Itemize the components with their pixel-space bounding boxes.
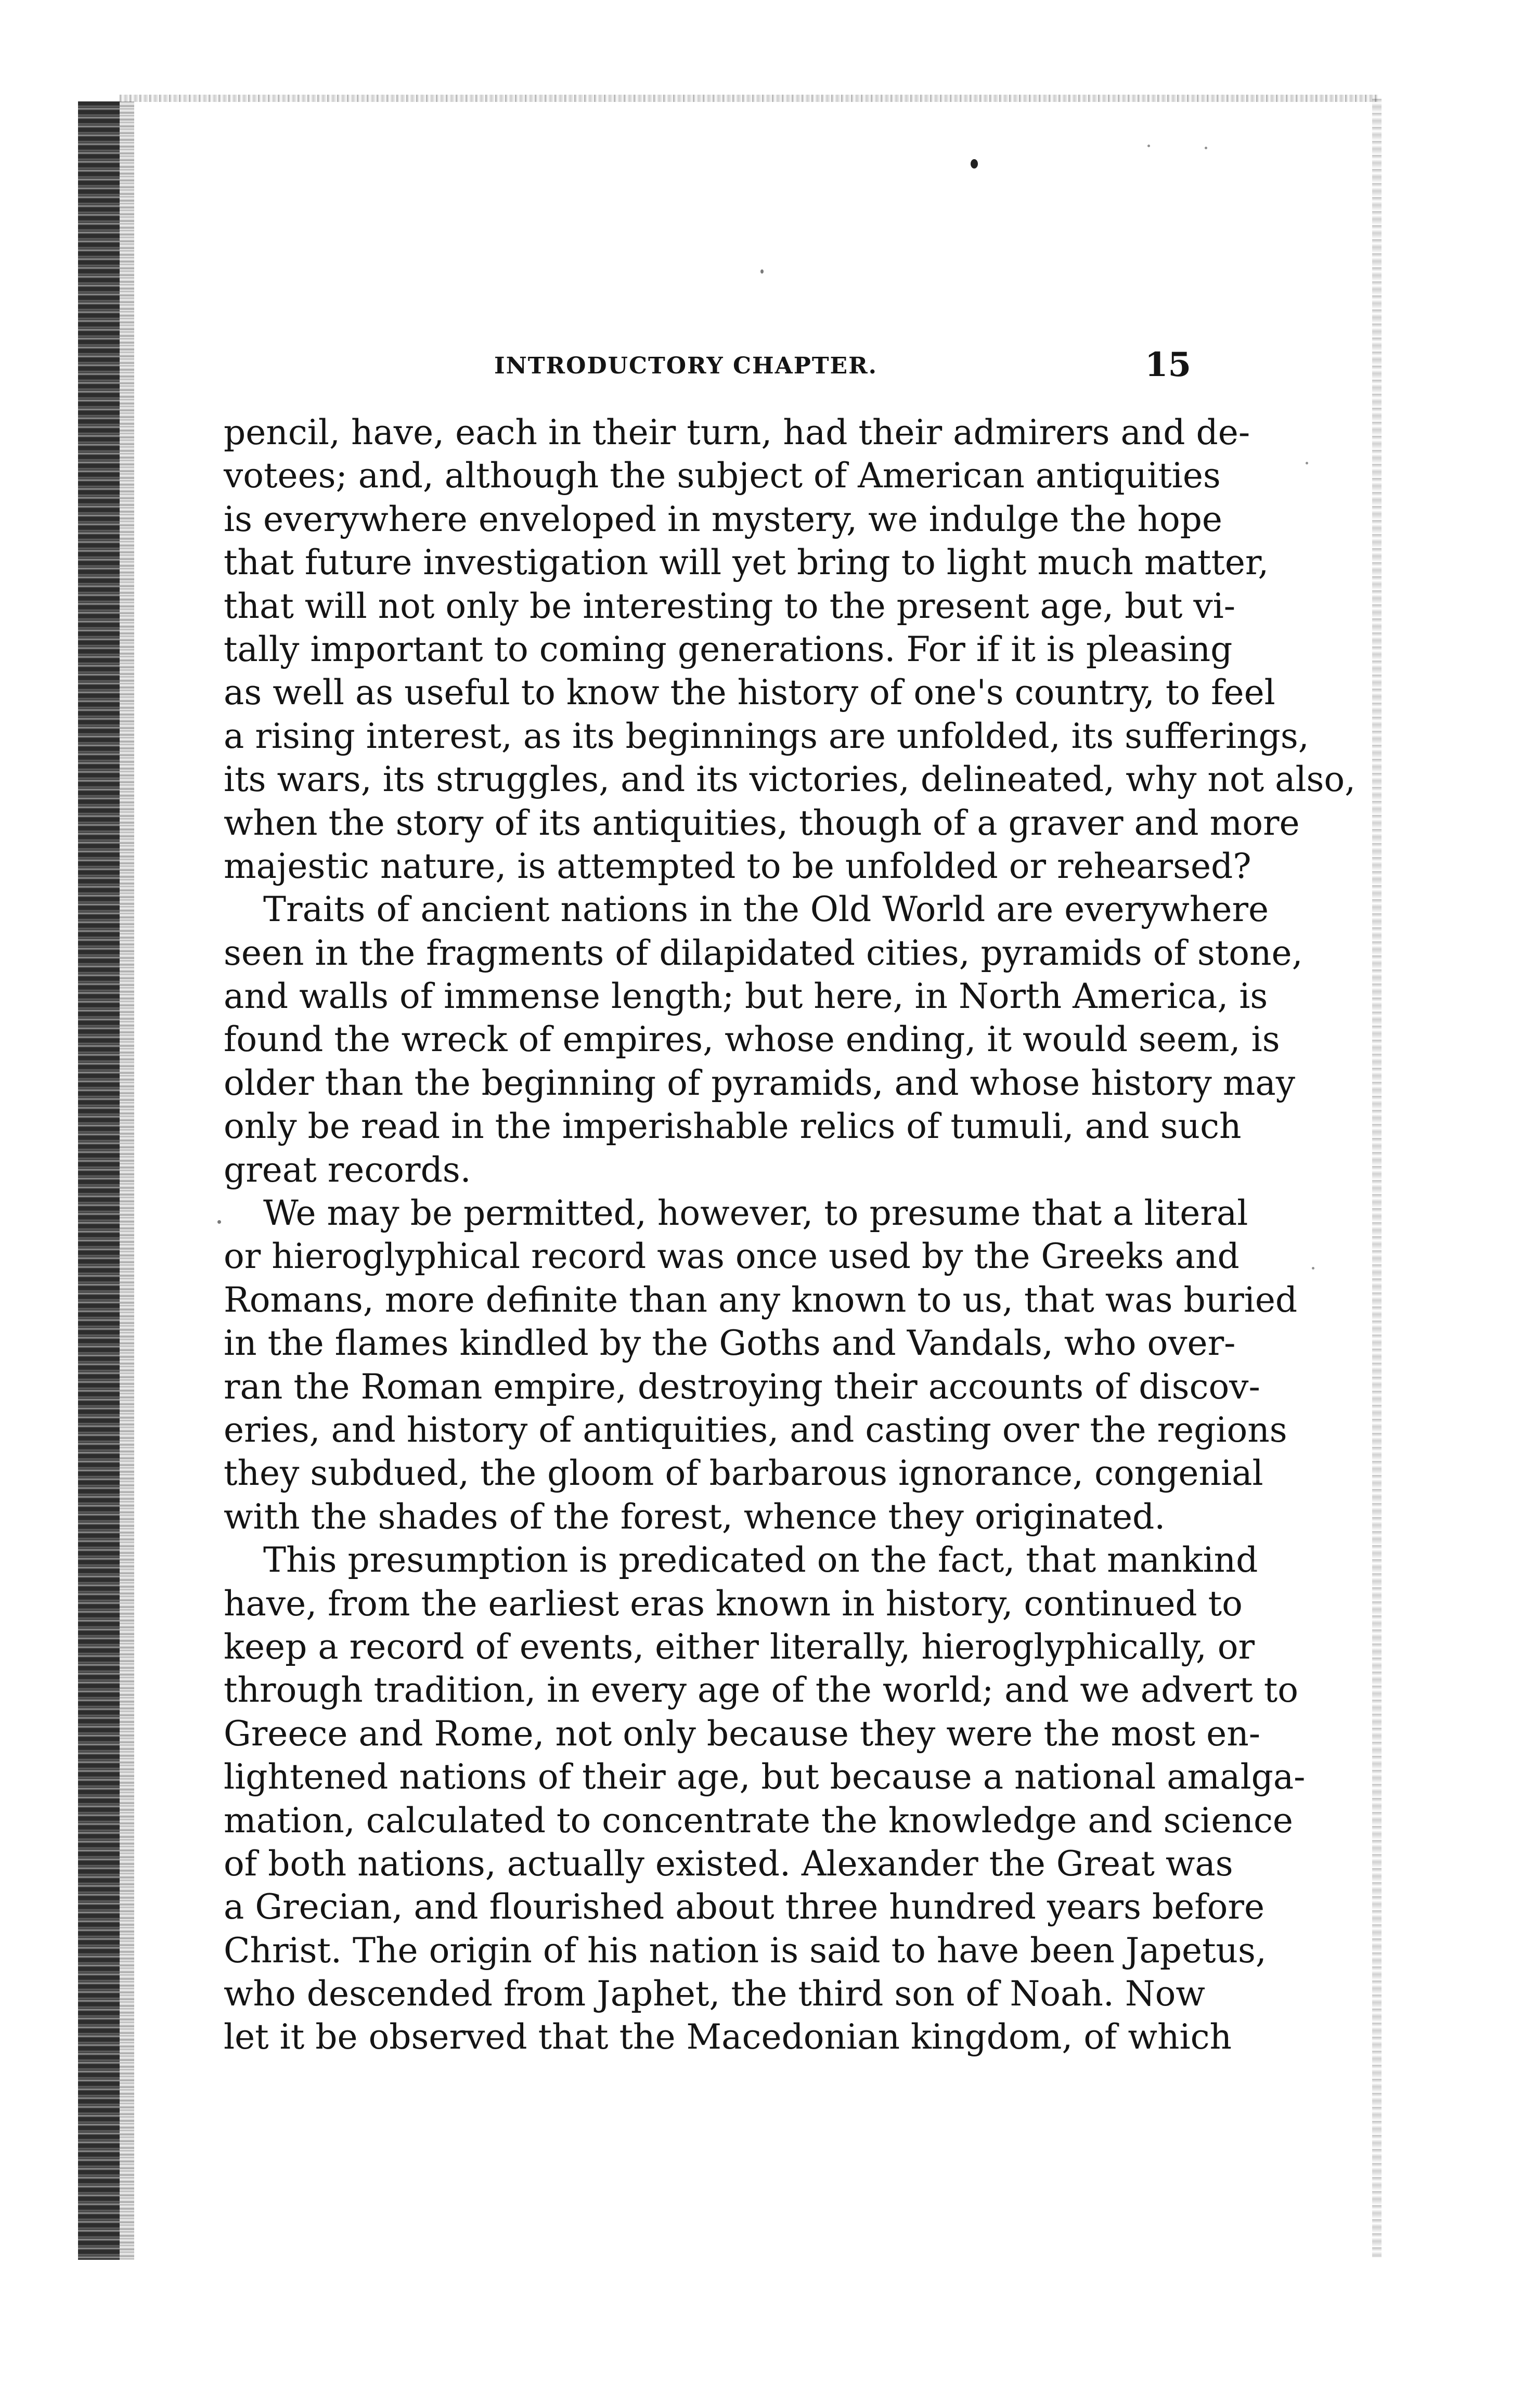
text-line: that will not only be interesting to the present age, but vi- [224, 586, 1236, 626]
paragraph [224, 1192, 1298, 1538]
text-line: found the wreck of empires, whose ending, it would seem, is [224, 1019, 1280, 1060]
text-line: and walls of immense length; but here, in North America, is [224, 976, 1268, 1017]
body-text [224, 411, 1356, 2059]
text-line: or hieroglyphical record was once used by the Greeks and [224, 1236, 1240, 1277]
text-line: Traits of ancient nations in the Old World are everywhere [263, 889, 1269, 930]
ink-speck [1312, 1267, 1314, 1270]
top-scan-edge [120, 95, 1378, 102]
right-scan-edge [1372, 99, 1382, 2257]
paragraph [224, 1538, 1306, 2059]
text-line: with the shades of the forest, whence they originated. [224, 1496, 1166, 1537]
text-line: in the flames kindled by the Goths and Vandals, who over- [224, 1323, 1236, 1364]
paragraph [224, 888, 1303, 1192]
text-line: votees; and, although the subject of American antiquities [224, 456, 1221, 496]
text-line: Greece and Rome, not only because they were the most en- [224, 1713, 1261, 1754]
text-line: as well as useful to know the history of one's country, to feel [224, 672, 1275, 713]
text-line: Christ. The origin of his nation is said to have been Japetus, [224, 1930, 1267, 1971]
text-line: through tradition, in every age of the world; and we advert to [224, 1670, 1299, 1711]
text-line: lightened nations of their age, but because a national amalga- [224, 1757, 1306, 1797]
text-line: This presumption is predicated on the fact, that mankind [263, 1540, 1258, 1581]
text-line: We may be permitted, however, to presume that a literal [263, 1193, 1248, 1234]
text-line: Romans, more definite than any known to us, that was buried [224, 1279, 1298, 1320]
text-line: older than the beginning of pyramids, and whose history may [224, 1063, 1295, 1103]
text-line: great records. [224, 1149, 471, 1190]
text-line: keep a record of events, either literally, hieroglyphically, or [224, 1626, 1255, 1667]
text-line: ran the Roman empire, destroying their accounts of discov- [224, 1366, 1260, 1407]
text-line: let it be observed that the Macedonian kingdom, of which [224, 2017, 1232, 2057]
text-line: its wars, its struggles, and its victories, delineated, why not also, [224, 759, 1356, 800]
text-line: who descended from Japhet, the third son of Noah. Now [224, 1974, 1205, 2014]
ink-speck [217, 1220, 221, 1224]
text-line: is everywhere enveloped in mystery, we indulge the hope [224, 499, 1222, 539]
text-line: seen in the fragments of dilapidated cities, pyramids of stone, [224, 933, 1303, 973]
text-line: pencil, have, each in their turn, had their admirers and de- [224, 412, 1250, 452]
text-line: a rising interest, as its beginnings are unfolded, its sufferings, [224, 716, 1309, 756]
text-line: when the story of its antiquities, though of a graver and more [224, 802, 1300, 843]
text-line: only be read in the imperishable relics of tumuli, and such [224, 1106, 1242, 1147]
page-header [224, 345, 1191, 390]
text-line: eries, and history of antiquities, and casting over the regions [224, 1409, 1287, 1450]
text-line: have, from the earliest eras known in history, continued to [224, 1583, 1243, 1624]
paragraph [224, 411, 1356, 888]
text-line: a Grecian, and flourished about three hundred years before [224, 1887, 1265, 1927]
ink-speck [971, 159, 978, 169]
text-line: of both nations, actually existed. Alexander the Great was [224, 1843, 1233, 1884]
ink-speck [1205, 147, 1207, 149]
text-line: that future investigation will yet bring to light much matter, [224, 542, 1269, 583]
running-head: INTRODUCTORY CHAPTER. [494, 353, 877, 379]
text-line: tally important to coming generations. For if it is pleasing [224, 629, 1233, 669]
text-line: mation, calculated to concentrate the knowledge and science [224, 1800, 1293, 1841]
text-line: they subdued, the gloom of barbarous ignorance, congenial [224, 1453, 1263, 1494]
ink-speck [1147, 145, 1150, 147]
text-line: majestic nature, is attempted to be unfolded or rehearsed? [224, 846, 1251, 886]
binding-edge [78, 101, 120, 2260]
ink-speck [1306, 462, 1308, 464]
page-number: 15 [1144, 345, 1191, 384]
ink-speck [760, 269, 764, 274]
